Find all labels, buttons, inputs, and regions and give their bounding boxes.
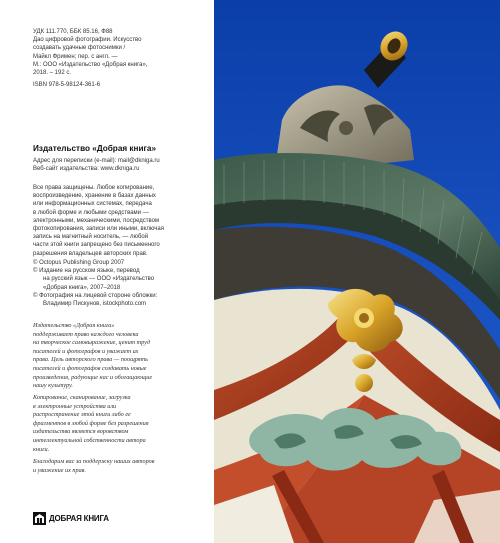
logo-text: ДОБРАЯ КНИГА [49,514,109,523]
statement-line: Благодарим вас за поддержку наших авторов [33,458,155,465]
statement-line: нашу культуру. [33,382,73,390]
contact-block [33,157,209,173]
rights-line: электронными, механическими, посредством [33,217,160,224]
rights-line: в любой форме и любыми средствами — [33,209,149,216]
statement-line: и уважение их прав. [33,466,86,474]
book-description-line: Майкл Фримен; пер. с англ. — [33,53,118,60]
book-description-line: 2018. – 192 с. [33,70,72,77]
temple-roof-photo [214,0,500,543]
rights-line: Все права защищены. Любое копирование, [33,185,155,191]
rights-block [33,184,209,258]
statement-line: в электронные устройства или [33,402,117,410]
statement-line: книги. [33,445,50,453]
temple-roof-illustration [214,0,500,543]
book-description-line: М.: ООО «Издательство «Добрая книга», [33,61,148,68]
statement-copying [33,394,209,454]
statement-line: интеллектуальной собственности автора [33,436,146,444]
statement-line: распространение этой книги либо ее [33,411,131,419]
statement-line: писателей и фотографов создавать новые [33,364,147,372]
book-description-line: Дао цифровой фотографии. Искусство [33,37,142,44]
statement-line: произведения, радующие нас и обогащающие [33,373,153,381]
publisher-logo [33,512,109,525]
copyright-russian-line: «Добрая книга», 2007–2018 [43,284,121,291]
rights-line: части этой книги запрещено без письменного [33,242,160,249]
statement-line: поддерживает право каждого человека [33,330,139,338]
copyright-photo-line: © Фотография на лицевой стороне обложки: [33,292,158,299]
udk-line: УДК 111.770, ББК 85.16, Ф88 [33,29,113,35]
bibliographic-block [33,28,209,89]
book-description-line: создавать удачные фотоснимки / [33,45,126,52]
statement-line: Копирование, сканирование, загрузка [33,394,131,401]
statement-line: издательства является воровством [33,428,129,436]
publisher-title: Издательство «Добрая книга» [33,144,157,153]
copyright-original-line: © Octopus Publishing Group 2007 [33,260,125,266]
contact-website-line: Веб-сайт издательства: www.dkniga.ru [33,166,140,173]
rights-line: разрешения владельцев авторских прав. [33,250,148,257]
statement-line: фрагментов в любой форме без разрешения [33,419,149,427]
isbn-line: ISBN 978-5-98124-361-6 [33,82,101,89]
imprint-text-column [0,0,214,543]
statement-thanks [33,458,209,475]
rights-line: воспроизведение, хранение в базах данных [33,193,156,200]
statement-line: Издательство «Добрая книга» [33,322,115,329]
rights-line: запись на магнитный носитель, — любой [33,234,149,241]
copyright-russian-line: на русский язык — ООО «Издательство [43,276,155,283]
rights-line: фотокопирования, записи или иными, включая [33,226,164,233]
contact-email-line: Адрес для переписки (e-mail): mail@dkniga.ru [33,158,160,164]
statement-support [33,322,209,391]
book-house-icon [33,512,46,525]
statement-line: писателей и фотографов и уважает их [33,347,139,355]
copyright-block [33,259,209,308]
copyright-russian-line: © Издание на русском языке, перевод [33,268,140,275]
statement-line: на творческое самовыражение, ценит труд [33,339,151,347]
rights-line: или информационных системах, передача [33,201,152,208]
statement-line: права. Цель авторского права — поощрять [33,356,148,364]
copyright-photo-line: Владимир Пискунов, istockphoto.com [43,301,147,308]
